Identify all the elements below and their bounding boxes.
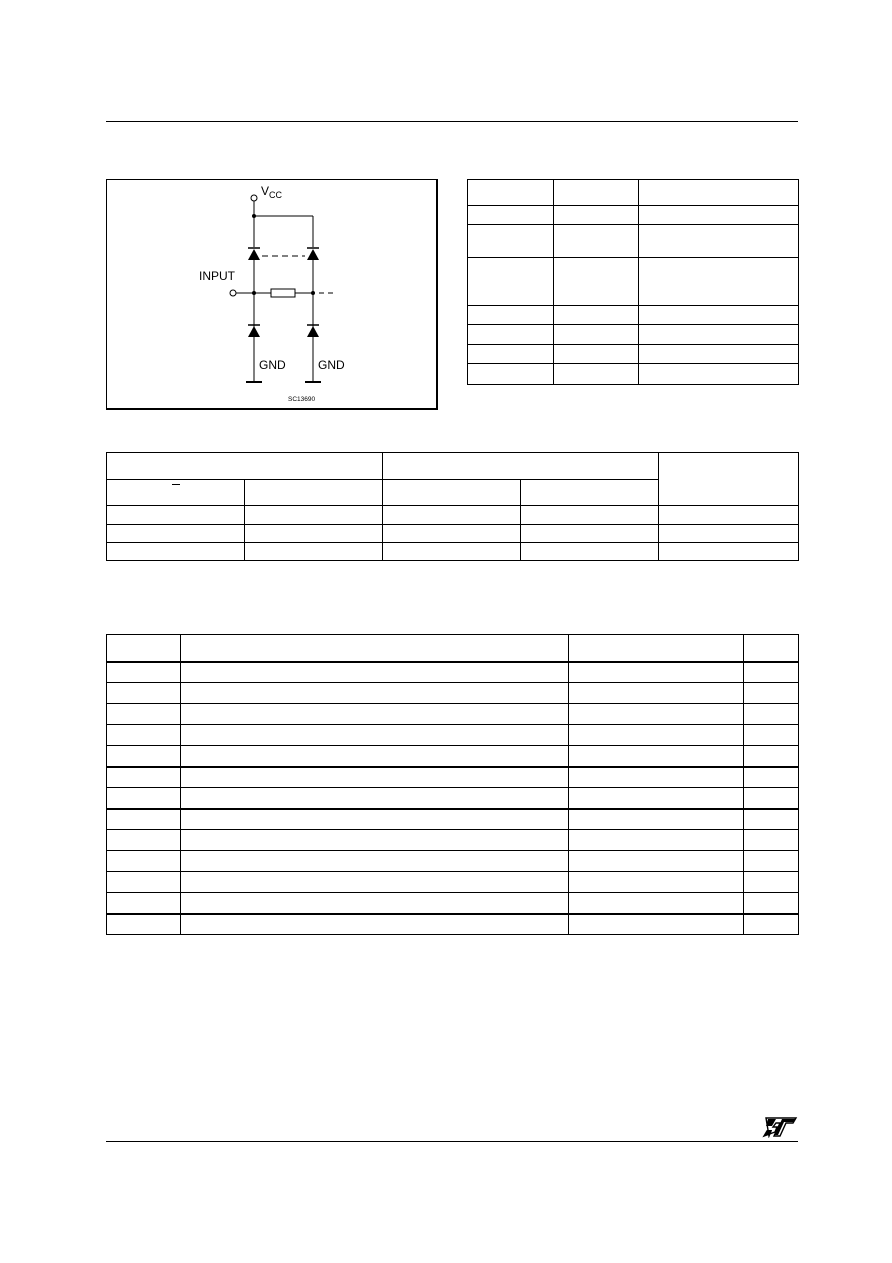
header-rule [106, 121, 798, 122]
vcc-label: $V_{CC}$ [261, 184, 283, 200]
overbar-mark-truth [172, 484, 180, 485]
input-equivalent-circuit-figure [106, 179, 438, 410]
upper-diode-right [307, 248, 319, 260]
truth-table [106, 452, 799, 561]
input-resistor [271, 289, 295, 297]
gnd-right-label: GND [318, 358, 345, 372]
upper-diode-left [248, 248, 260, 260]
footer-rule [106, 1141, 798, 1142]
input-label: INPUT [199, 269, 235, 283]
overbar-mark [590, 305, 598, 306]
input-terminal [230, 290, 236, 296]
lower-diode-right [307, 325, 319, 337]
gnd-left-label: GND [259, 358, 286, 372]
circuit-diagram [107, 180, 437, 408]
vcc-terminal [251, 195, 257, 201]
absolute-maximum-ratings-table [106, 634, 799, 935]
st-logo-icon [762, 1116, 798, 1138]
figure-code: SC13690 [288, 396, 316, 403]
pin-description-table [467, 179, 799, 385]
lower-diode-left [248, 325, 260, 337]
